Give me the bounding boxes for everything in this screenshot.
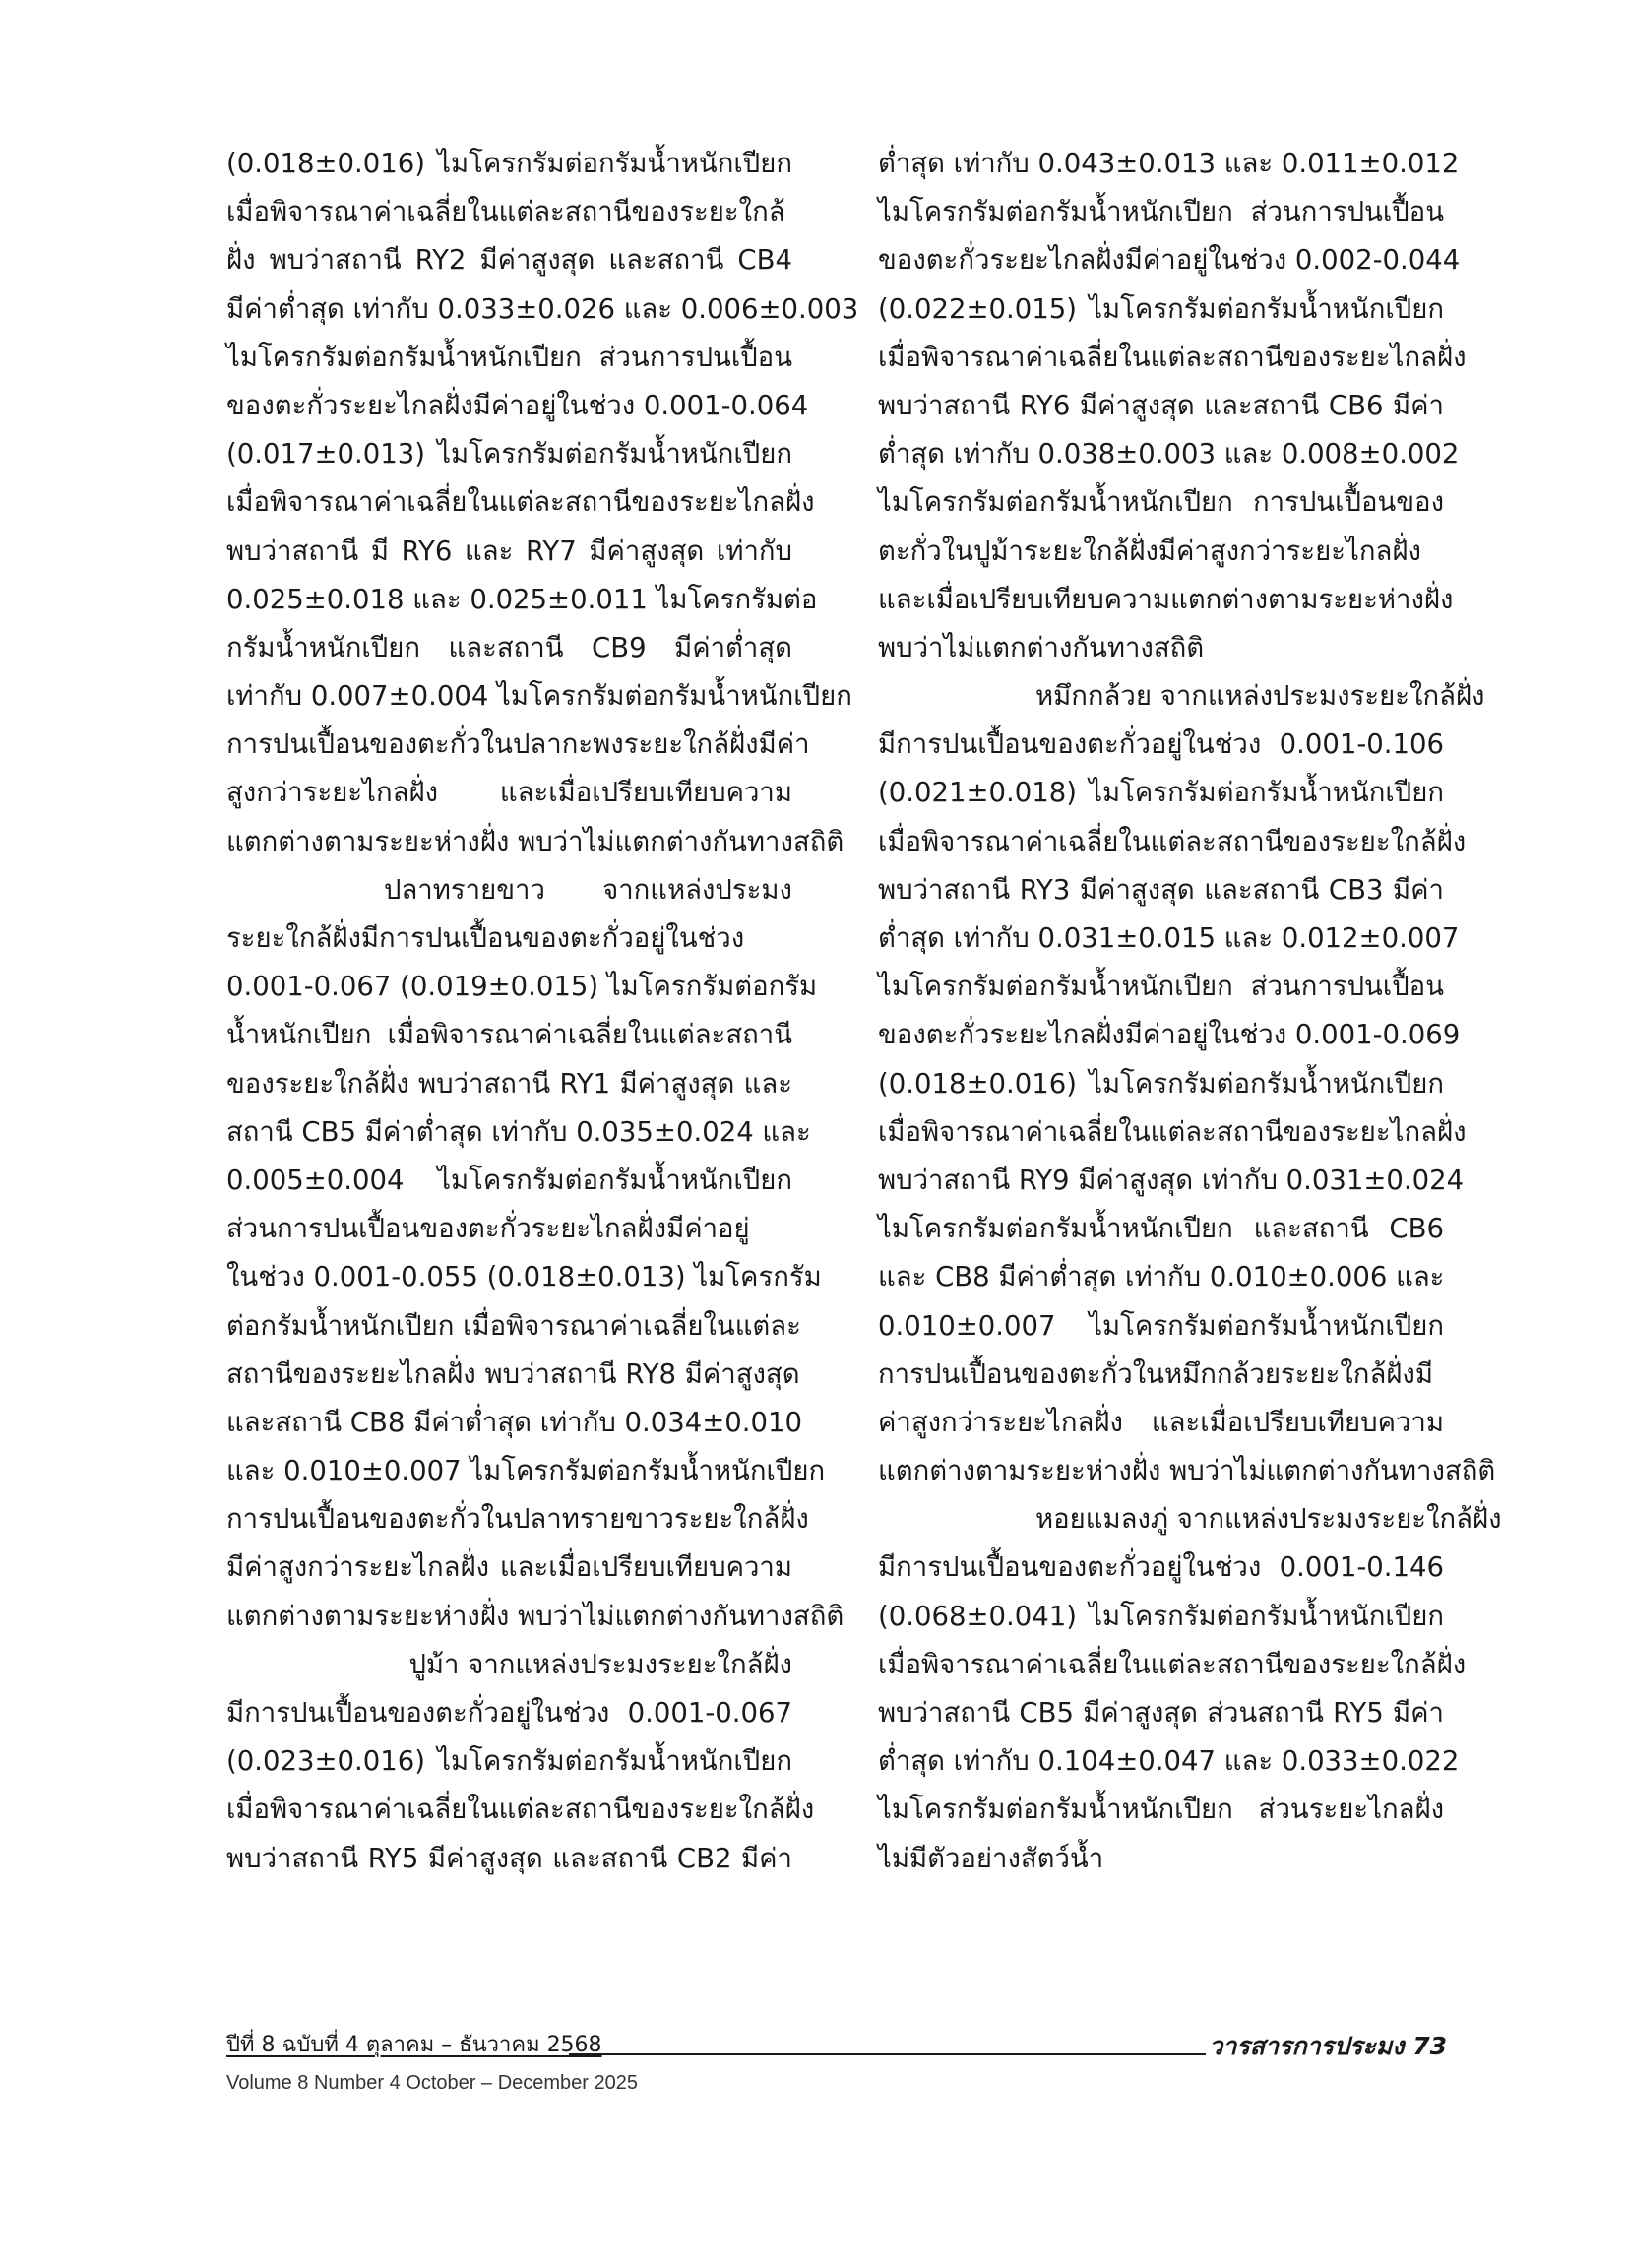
text-line: มีการปนเปื้อนของตะกั่วอยู่ในช่วง 0.001-0.067: [226, 1697, 792, 1729]
text-line: เมื่อพิจารณาค่าเฉลี่ยในแต่ละสถานีของระยะใกล้ฝั่ง: [226, 1794, 815, 1826]
text-line: (0.021±0.018) ไมโครกรัมต่อกรัมน้ำหนักเปียก: [878, 777, 1444, 809]
text-line: (0.018±0.016) ไมโครกรัมต่อกรัมน้ำหนักเปียก: [226, 148, 792, 179]
text-line: ส่วนการปนเปื้อนของตะกั่วระยะไกลฝั่งมีค่าอยู่: [226, 1213, 750, 1245]
page-footer: [226, 2030, 1447, 2097]
text-line: เมื่อพิจารณาค่าเฉลี่ยในแต่ละสถานีของระยะใกล้ฝั่ง: [878, 1648, 1467, 1680]
text-line: พบว่าไม่แตกต่างกันทางสถิติ: [878, 631, 1205, 663]
text-line: และ 0.010±0.007 ไมโครกรัมต่อกรัมน้ำหนักเปียก: [226, 1455, 826, 1487]
text-line: 0.005±0.004 ไมโครกรัมต่อกรัมน้ำหนักเปียก: [226, 1164, 792, 1196]
text-line: เมื่อพิจารณาค่าเฉลี่ยในแต่ละสถานีของระยะไกลฝั่ง: [878, 1115, 1467, 1148]
text-line: ค่าสูงกว่าระยะไกลฝั่ง และเมื่อเปรียบเทียบความ: [878, 1406, 1444, 1438]
text-line: ไมโครกรัมต่อกรัมน้ำหนักเปียก การปนเปื้อนของ: [878, 486, 1444, 519]
text-line: ไมโครกรัมต่อกรัมน้ำหนักเปียก ส่วนการปนเปื้อน: [226, 341, 792, 373]
text-line: ตะกั่วในปูม้าระยะใกล้ฝั่งมีค่าสูงกว่าระยะไกลฝั่ง: [878, 535, 1421, 567]
text-line: พบว่าสถานี RY6 มีค่าสูงสุด และสถานี CB6 มีค่า: [878, 389, 1444, 421]
thai-issue-info: ปีที่ 8 ฉบับที่ 4 ตุลาคม – ธันวาคม 2568: [226, 2033, 602, 2057]
text-line: เท่ากับ 0.007±0.004 ไมโครกรัมต่อกรัมน้ำหนักเปียก: [226, 680, 852, 713]
text-line: (0.017±0.013) ไมโครกรัมต่อกรัมน้ำหนักเปียก: [226, 438, 792, 471]
text-line: ไม่มีตัวอย่างสัตว์น้ำ: [878, 1842, 1104, 1874]
text-line: มีการปนเปื้อนของตะกั่วอยู่ในช่วง 0.001-0.146: [878, 1551, 1444, 1584]
journal-name-page-number: วารสารการประมง 73: [1209, 2032, 1447, 2060]
text-line: ต่ำสุด เท่ากับ 0.031±0.015 และ 0.012±0.007: [878, 922, 1460, 954]
text-line: มีค่าสูงกว่าระยะไกลฝั่ง และเมื่อเปรียบเทียบความ: [226, 1551, 792, 1584]
text-line: และสถานี CB8 มีค่าต่ำสุด เท่ากับ 0.034±0.010: [226, 1406, 803, 1438]
text-line: ไมโครกรัมต่อกรัมน้ำหนักเปียก ส่วนการปนเปื้อน: [878, 971, 1444, 1003]
text-line: เมื่อพิจารณาค่าเฉลี่ยในแต่ละสถานีของระยะไกลฝั่ง: [226, 486, 815, 519]
text-line: สถานีของระยะไกลฝั่ง พบว่าสถานี RY8 มีค่าสูงสุด: [226, 1357, 800, 1390]
text-line: เมื่อพิจารณาค่าเฉลี่ยในแต่ละสถานีของระยะไกลฝั่ง: [878, 341, 1467, 373]
text-line: พบว่าสถานี RY5 มีค่าสูงสุด และสถานี CB2 มีค่า: [226, 1842, 792, 1874]
text-line: ต่ำสุด เท่ากับ 0.038±0.003 และ 0.008±0.002: [878, 438, 1460, 471]
text-line: 0.010±0.007 ไมโครกรัมต่อกรัมน้ำหนักเปียก: [878, 1309, 1444, 1342]
text-line: พบว่าสถานี RY3 มีค่าสูงสุด และสถานี CB3 มีค่า: [878, 873, 1444, 906]
text-line: น้ำหนักเปียก เมื่อพิจารณาค่าเฉลี่ยในแต่ละสถานี: [226, 1019, 792, 1051]
paragraph-heading-line: หอยแมลงภู่ จากแหล่งประมงระยะใกล้ฝั่ง: [1035, 1503, 1502, 1536]
right-column: [878, 140, 1502, 1883]
text-line: แตกต่างตามระยะห่างฝั่ง พบว่าไม่แตกต่างกันทางสถิติ: [226, 825, 845, 857]
text-line: ของตะกั่วระยะไกลฝั่งมีค่าอยู่ในช่วง 0.001-0.064: [226, 389, 809, 421]
text-line: ของตะกั่วระยะไกลฝั่งมีค่าอยู่ในช่วง 0.001-0.069: [878, 1019, 1461, 1051]
paragraph-heading-line: หมึกกล้วย จากแหล่งประมงระยะใกล้ฝั่ง: [1035, 680, 1485, 713]
text-line: กรัมน้ำหนักเปียก และสถานี CB9 มีค่าต่ำสุด: [226, 631, 792, 663]
text-line: สถานี CB5 มีค่าต่ำสุด เท่ากับ 0.035±0.024 และ: [226, 1115, 811, 1148]
text-line: เมื่อพิจารณาค่าเฉลี่ยในแต่ละสถานีของระยะใกล้: [226, 196, 785, 228]
footer-divider: [569, 2053, 1206, 2055]
text-line: ต่ำสุด เท่ากับ 0.043±0.013 และ 0.011±0.012: [878, 148, 1460, 179]
text-line: (0.068±0.041) ไมโครกรัมต่อกรัมน้ำหนักเปียก: [878, 1600, 1444, 1632]
text-line: มีการปนเปื้อนของตะกั่วอยู่ในช่วง 0.001-0.106: [878, 728, 1444, 761]
paragraph-heading-line: ปลาทรายขาว จากแหล่งประมง: [384, 873, 792, 906]
text-line: 0.025±0.018 และ 0.025±0.011 ไมโครกรัมต่อ: [226, 583, 818, 615]
left-column: [226, 140, 859, 1883]
text-line: ของระยะใกล้ฝั่ง พบว่าสถานี RY1 มีค่าสูงสุด และ: [226, 1067, 792, 1100]
text-line: สูงกว่าระยะไกลฝั่ง และเมื่อเปรียบเทียบความ: [226, 777, 792, 809]
text-line: ต่ำสุด เท่ากับ 0.104±0.047 และ 0.033±0.022: [878, 1745, 1460, 1778]
text-line: ของตะกั่วระยะไกลฝั่งมีค่าอยู่ในช่วง 0.002-0.044: [878, 244, 1461, 277]
text-line: พบว่าสถานี RY9 มีค่าสูงสุด เท่ากับ 0.031±0.024: [878, 1164, 1465, 1196]
text-line: ฝั่ง พบว่าสถานี RY2 มีค่าสูงสุด และสถานี CB4: [226, 244, 792, 277]
text-line: ในช่วง 0.001-0.055 (0.018±0.013) ไมโครกรัม: [226, 1261, 822, 1293]
english-issue-info: Volume 8 Number 4 October – December 2025: [226, 2072, 638, 2094]
text-line: (0.018±0.016) ไมโครกรัมต่อกรัมน้ำหนักเปียก: [878, 1067, 1444, 1100]
text-line: พบว่าสถานี มี RY6 และ RY7 มีค่าสูงสุด เท่ากับ: [226, 535, 792, 567]
text-line: แตกต่างตามระยะห่างฝั่ง พบว่าไม่แตกต่างกันทางสถิติ: [226, 1600, 845, 1632]
text-line: การปนเปื้อนของตะกั่วในปลากะพงระยะใกล้ฝั่งมีค่า: [226, 728, 810, 761]
text-line: มีค่าต่ำสุด เท่ากับ 0.033±0.026 และ 0.006±0.003: [226, 292, 859, 325]
text-line: แตกต่างตามระยะห่างฝั่ง พบว่าไม่แตกต่างกันทางสถิติ: [878, 1455, 1496, 1487]
text-line: และ CB8 มีค่าต่ำสุด เท่ากับ 0.010±0.006 และ: [878, 1261, 1445, 1293]
text-line: การปนเปื้อนของตะกั่วในหมึกกล้วยระยะใกล้ฝั่งมี: [878, 1357, 1433, 1390]
text-line: พบว่าสถานี CB5 มีค่าสูงสุด ส่วนสถานี RY5 มีค่า: [878, 1697, 1444, 1729]
text-line: (0.022±0.015) ไมโครกรัมต่อกรัมน้ำหนักเปียก: [878, 292, 1444, 325]
text-line: (0.023±0.016) ไมโครกรัมต่อกรัมน้ำหนักเปียก: [226, 1745, 792, 1778]
text-line: เมื่อพิจารณาค่าเฉลี่ยในแต่ละสถานีของระยะใกล้ฝั่ง: [878, 825, 1467, 857]
text-line: 0.001-0.067 (0.019±0.015) ไมโครกรัมต่อกรัม: [226, 971, 818, 1003]
text-line: ระยะใกล้ฝั่งมีการปนเปื้อนของตะกั่วอยู่ในช่วง: [226, 922, 745, 954]
text-line: และเมื่อเปรียบเทียบความแตกต่างตามระยะห่างฝั่ง: [878, 583, 1454, 615]
text-line: ไมโครกรัมต่อกรัมน้ำหนักเปียก และสถานี CB6: [878, 1213, 1444, 1245]
text-line: ไมโครกรัมต่อกรัมน้ำหนักเปียก ส่วนระยะไกลฝั่ง: [878, 1794, 1444, 1826]
text-line: ไมโครกรัมต่อกรัมน้ำหนักเปียก ส่วนการปนเปื้อน: [878, 196, 1444, 228]
text-line: การปนเปื้อนของตะกั่วในปลาทรายขาวระยะใกล้ฝั่ง: [226, 1503, 809, 1536]
text-line: ต่อกรัมน้ำหนักเปียก เมื่อพิจารณาค่าเฉลี่ยในแต่ละ: [226, 1309, 801, 1342]
paragraph-heading-line: ปูม้า จากแหล่งประมงระยะใกล้ฝั่ง: [408, 1648, 792, 1680]
